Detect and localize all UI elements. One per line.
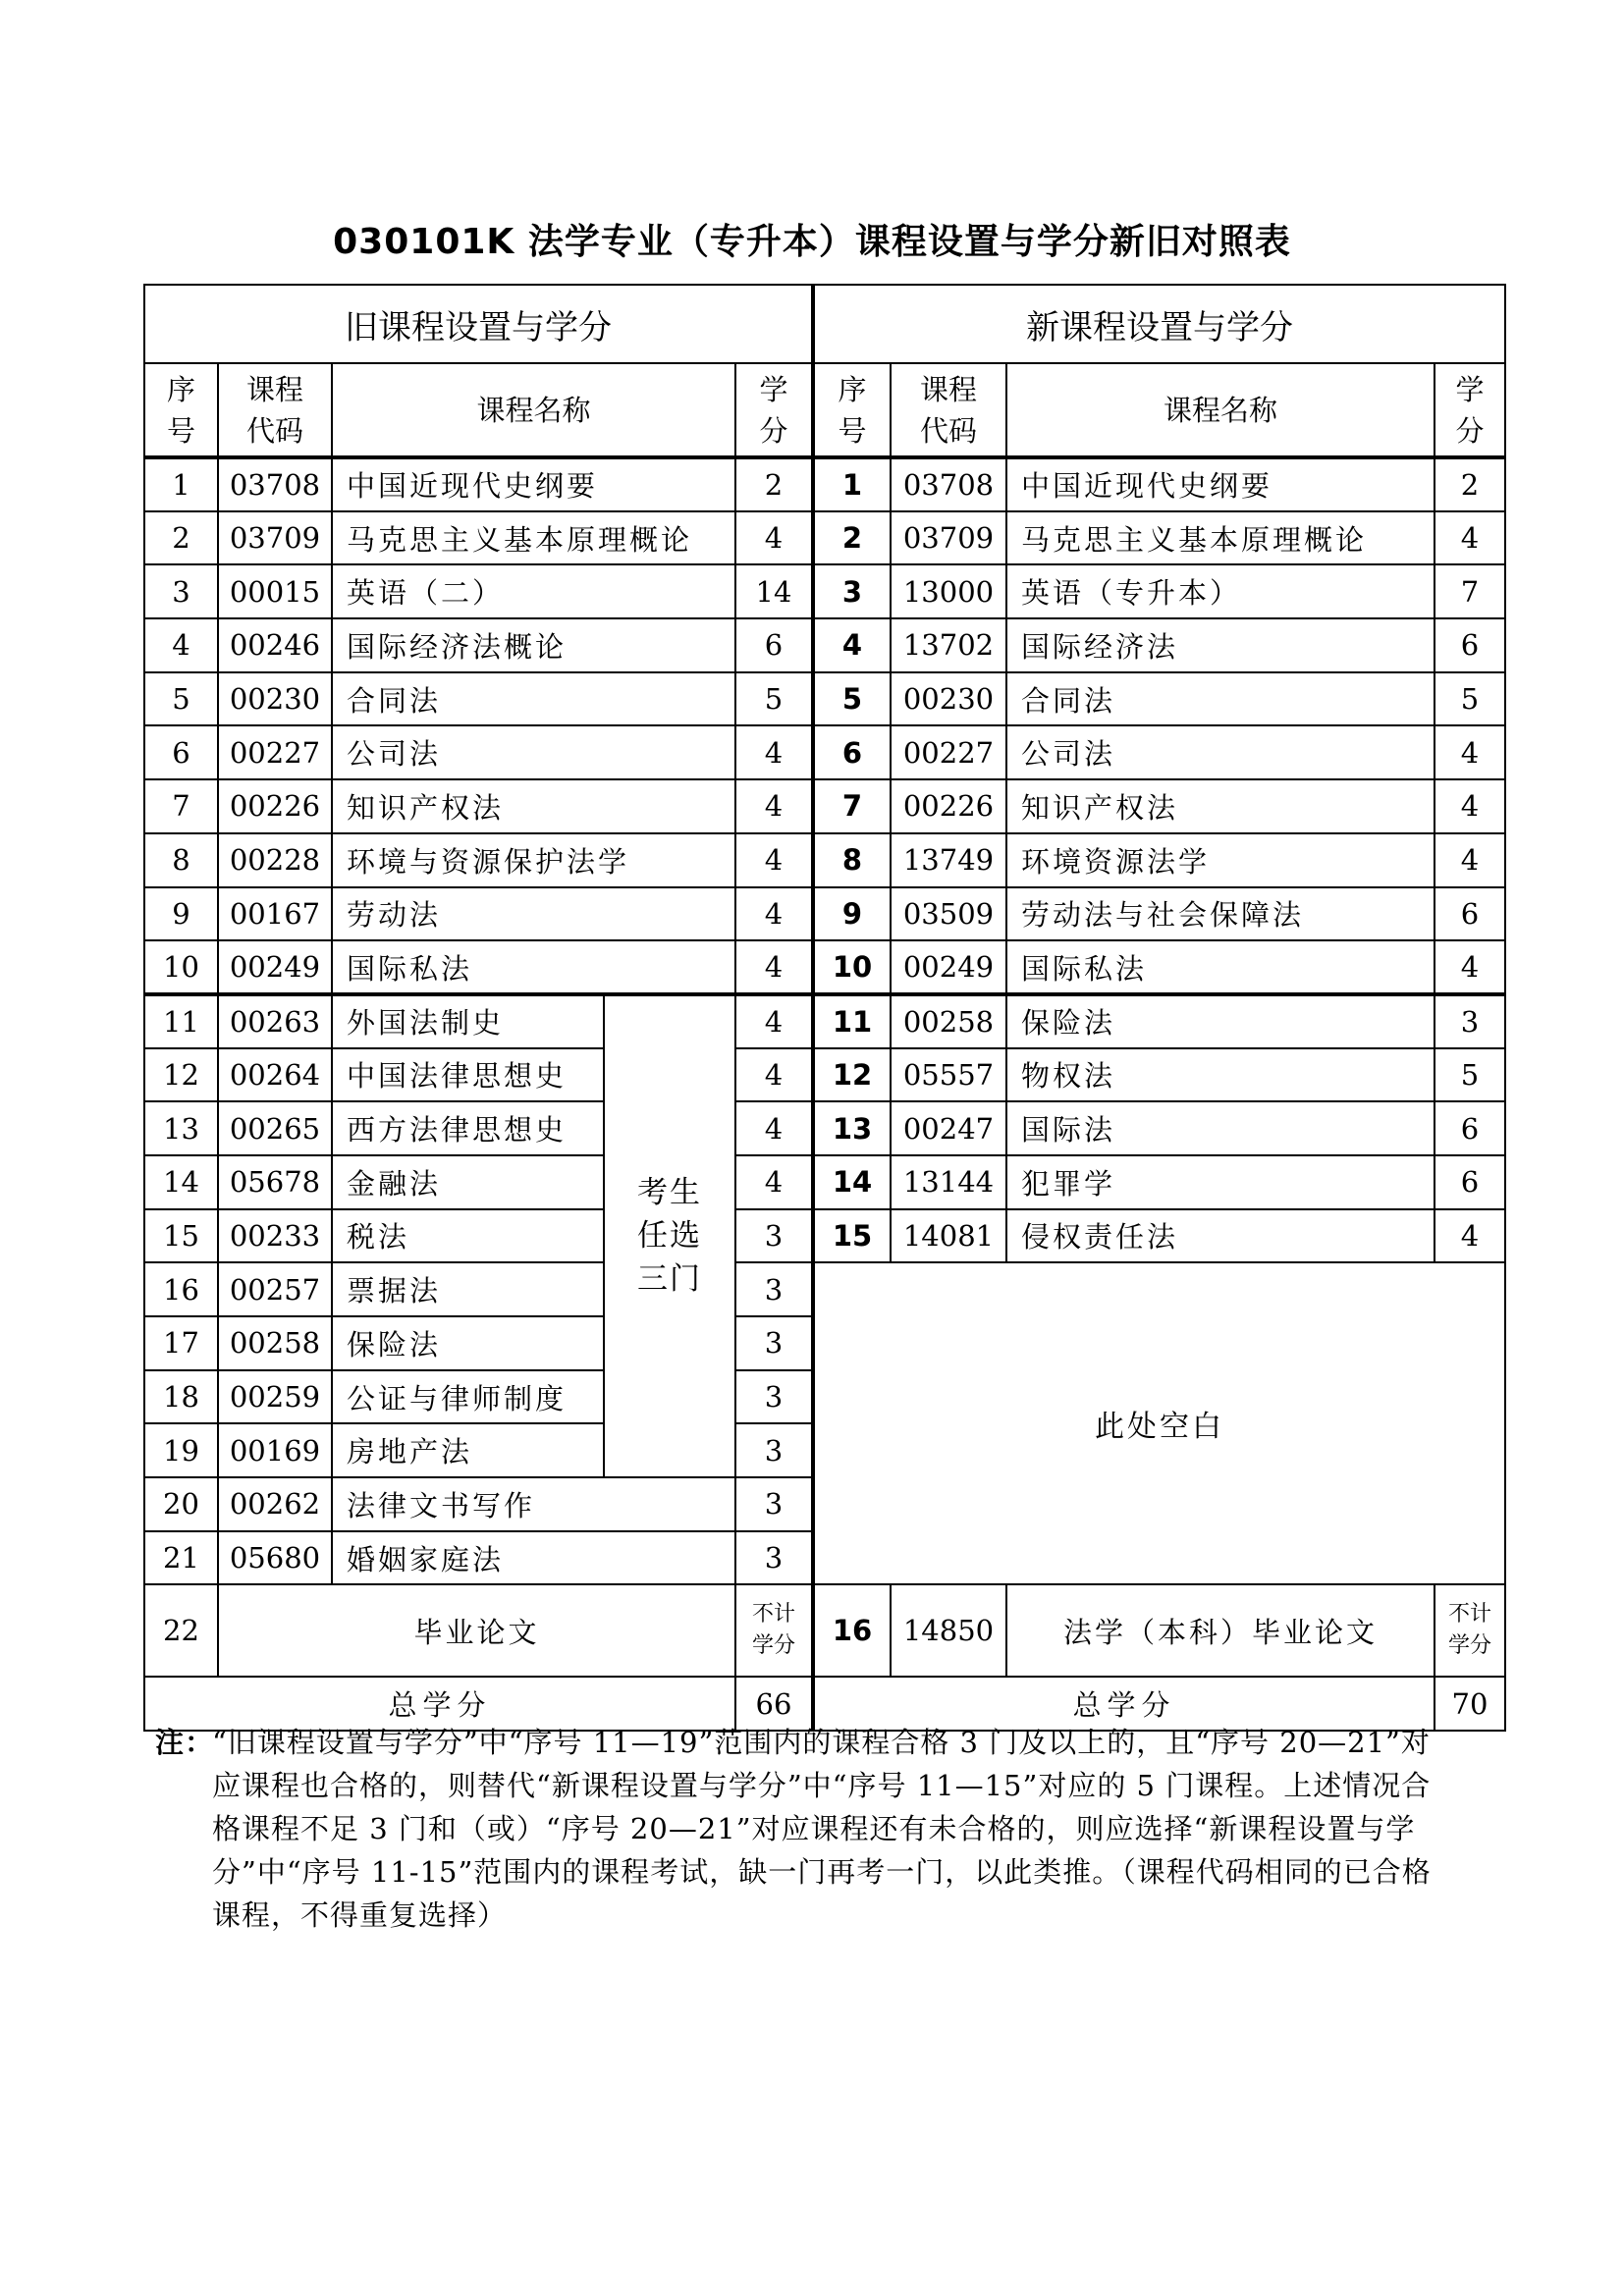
old-course-name: 马克思主义基本原理概论 [332, 511, 735, 565]
new-code: 05557 [891, 1048, 1006, 1102]
new-credit: 6 [1435, 1101, 1505, 1155]
new-credit: 5 [1435, 672, 1505, 726]
new-code: 00226 [891, 779, 1006, 833]
new-thesis-seq: 16 [813, 1584, 891, 1677]
table-row [144, 511, 1505, 565]
new-credit: 6 [1435, 1155, 1505, 1209]
header-credit-old: 学 分 [735, 363, 813, 457]
old-course-name: 劳动法 [332, 887, 735, 941]
new-section-title: 新课程设置与学分 [813, 285, 1505, 363]
new-credit: 5 [1435, 1048, 1505, 1102]
old-course-name: 票据法 [332, 1262, 604, 1316]
table-row [144, 1155, 1505, 1209]
header-name-new: 课程名称 [1006, 363, 1435, 457]
table-row [144, 994, 1505, 1048]
new-seq: 11 [813, 994, 891, 1048]
old-code: 00230 [218, 672, 332, 726]
new-code: 00230 [891, 672, 1006, 726]
old-credit: 3 [735, 1262, 813, 1316]
old-course-name: 保险法 [332, 1316, 604, 1370]
old-seq: 13 [144, 1101, 218, 1155]
table-row [144, 618, 1505, 672]
old-seq: 6 [144, 725, 218, 779]
new-seq: 3 [813, 564, 891, 618]
old-code: 05680 [218, 1531, 332, 1585]
old-code: 00015 [218, 564, 332, 618]
old-code: 00249 [218, 940, 332, 994]
new-course-name: 劳动法与社会保障法 [1006, 887, 1435, 941]
old-course-name: 国际私法 [332, 940, 735, 994]
old-credit: 4 [735, 725, 813, 779]
old-course-name: 外国法制史 [332, 994, 604, 1048]
old-credit: 3 [735, 1316, 813, 1370]
new-course-name: 保险法 [1006, 994, 1435, 1048]
old-course-name: 中国近现代史纲要 [332, 457, 735, 511]
new-credit: 2 [1435, 457, 1505, 511]
table-row [144, 887, 1505, 941]
table-row [144, 672, 1505, 726]
new-credit: 4 [1435, 511, 1505, 565]
old-seq: 14 [144, 1155, 218, 1209]
old-credit: 2 [735, 457, 813, 511]
old-course-name: 中国法律思想史 [332, 1048, 604, 1102]
old-seq: 19 [144, 1423, 218, 1477]
header-code-new: 课程 代码 [891, 363, 1006, 457]
new-course-name: 知识产权法 [1006, 779, 1435, 833]
new-seq: 5 [813, 672, 891, 726]
footnote-label: 注： [155, 1726, 215, 1759]
old-code: 00169 [218, 1423, 332, 1477]
old-course-name: 公证与律师制度 [332, 1370, 604, 1424]
new-seq: 15 [813, 1209, 891, 1263]
old-section-title: 旧课程设置与学分 [144, 285, 813, 363]
new-seq: 4 [813, 618, 891, 672]
new-code: 00249 [891, 940, 1006, 994]
new-seq: 14 [813, 1155, 891, 1209]
new-thesis-code: 14850 [891, 1584, 1006, 1677]
old-code: 00167 [218, 887, 332, 941]
new-course-name: 环境资源法学 [1006, 833, 1435, 887]
new-code: 13749 [891, 833, 1006, 887]
old-code: 00259 [218, 1370, 332, 1424]
new-code: 13702 [891, 618, 1006, 672]
new-course-name: 国际法 [1006, 1101, 1435, 1155]
old-seq: 8 [144, 833, 218, 887]
footnote [155, 1721, 1459, 1937]
new-seq: 7 [813, 779, 891, 833]
old-seq: 12 [144, 1048, 218, 1102]
old-course-name: 国际经济法概论 [332, 618, 735, 672]
old-credit: 6 [735, 618, 813, 672]
new-seq: 8 [813, 833, 891, 887]
table-row [144, 1101, 1505, 1155]
old-credit: 4 [735, 940, 813, 994]
new-seq: 10 [813, 940, 891, 994]
new-credit: 7 [1435, 564, 1505, 618]
old-credit: 4 [735, 833, 813, 887]
old-seq: 5 [144, 672, 218, 726]
header-seq-old: 序 号 [144, 363, 218, 457]
new-credit: 4 [1435, 725, 1505, 779]
old-seq: 21 [144, 1531, 218, 1585]
new-credit: 3 [1435, 994, 1505, 1048]
new-course-name: 公司法 [1006, 725, 1435, 779]
old-code: 00263 [218, 994, 332, 1048]
old-seq: 18 [144, 1370, 218, 1424]
new-course-name: 物权法 [1006, 1048, 1435, 1102]
old-seq: 10 [144, 940, 218, 994]
old-code: 00258 [218, 1316, 332, 1370]
new-thesis-name: 法学（本科）毕业论文 [1006, 1584, 1435, 1677]
new-course-name: 合同法 [1006, 672, 1435, 726]
new-course-name: 国际经济法 [1006, 618, 1435, 672]
table-row [144, 1262, 1505, 1316]
old-course-name: 金融法 [332, 1155, 604, 1209]
new-credit: 4 [1435, 833, 1505, 887]
new-total-label: 总学分 [813, 1677, 1435, 1731]
elective-note: 考生 任选 三门 [604, 994, 735, 1477]
old-credit: 4 [735, 779, 813, 833]
old-course-name: 公司法 [332, 725, 735, 779]
new-credit: 4 [1435, 1209, 1505, 1263]
thesis-row [144, 1584, 1505, 1677]
old-code: 00233 [218, 1209, 332, 1263]
table-row [144, 457, 1505, 511]
new-credit: 6 [1435, 887, 1505, 941]
old-credit: 3 [735, 1423, 813, 1477]
old-code: 00227 [218, 725, 332, 779]
new-seq: 13 [813, 1101, 891, 1155]
header-code-old: 课程 代码 [218, 363, 332, 457]
table-row [144, 940, 1505, 994]
old-credit: 4 [735, 1048, 813, 1102]
old-code: 00264 [218, 1048, 332, 1102]
old-course-name: 英语（二） [332, 564, 735, 618]
new-course-name: 中国近现代史纲要 [1006, 457, 1435, 511]
old-credit: 4 [735, 1101, 813, 1155]
new-thesis-credit: 不计 学分 [1435, 1584, 1505, 1677]
old-credit: 3 [735, 1477, 813, 1531]
old-seq: 20 [144, 1477, 218, 1531]
new-code: 03708 [891, 457, 1006, 511]
table-row [144, 833, 1505, 887]
old-course-name: 婚姻家庭法 [332, 1531, 735, 1585]
old-credit: 4 [735, 1155, 813, 1209]
old-code: 00265 [218, 1101, 332, 1155]
new-seq: 1 [813, 457, 891, 511]
old-thesis-seq: 22 [144, 1584, 218, 1677]
table-row [144, 1048, 1505, 1102]
old-seq: 1 [144, 457, 218, 511]
old-course-name: 合同法 [332, 672, 735, 726]
old-seq: 11 [144, 994, 218, 1048]
old-code: 00226 [218, 779, 332, 833]
old-credit: 5 [735, 672, 813, 726]
old-course-name: 西方法律思想史 [332, 1101, 604, 1155]
new-code: 03709 [891, 511, 1006, 565]
new-course-name: 犯罪学 [1006, 1155, 1435, 1209]
old-credit: 3 [735, 1209, 813, 1263]
new-code: 00247 [891, 1101, 1006, 1155]
new-seq: 2 [813, 511, 891, 565]
old-code: 00228 [218, 833, 332, 887]
old-code: 05678 [218, 1155, 332, 1209]
old-seq: 17 [144, 1316, 218, 1370]
new-code: 00227 [891, 725, 1006, 779]
old-seq: 3 [144, 564, 218, 618]
table-row [144, 564, 1505, 618]
header-seq-new: 序 号 [813, 363, 891, 457]
old-code: 00246 [218, 618, 332, 672]
new-credit: 4 [1435, 779, 1505, 833]
footnote-text: “旧课程设置与学分”中“序号 11—19”范围内的课程合格 3 门及以上的，且“序号 20—21”对应课程也合格的，则替代“新课程设置与学分”中“序号 11—15”对应的 5 门课程。上述情况合格课程不足 3 门和（或）“序号 20—21”对应课程还有未合格的，则应选择“新课程设置与学分”中“序号 11-15”范围内的课程考试，缺一门再考一门，以此类推。（课程代码相同的已合格课程，不得重复选择） [212, 1726, 1432, 1932]
old-code: 03708 [218, 457, 332, 511]
new-course-name: 英语（专升本） [1006, 564, 1435, 618]
new-seq: 9 [813, 887, 891, 941]
old-thesis-name: 毕业论文 [218, 1584, 735, 1677]
old-thesis-credit: 不计 学分 [735, 1584, 813, 1677]
old-seq: 2 [144, 511, 218, 565]
new-total-value: 70 [1435, 1677, 1505, 1731]
old-credit: 4 [735, 511, 813, 565]
header-credit-new: 学 分 [1435, 363, 1505, 457]
new-code: 00258 [891, 994, 1006, 1048]
old-total-value: 66 [735, 1677, 813, 1731]
new-code: 03509 [891, 887, 1006, 941]
old-credit: 4 [735, 994, 813, 1048]
new-code: 14081 [891, 1209, 1006, 1263]
old-course-name: 房地产法 [332, 1423, 604, 1477]
new-credit: 6 [1435, 618, 1505, 672]
old-seq: 7 [144, 779, 218, 833]
new-code: 13144 [891, 1155, 1006, 1209]
old-credit: 3 [735, 1531, 813, 1585]
new-credit: 4 [1435, 940, 1505, 994]
old-code: 03709 [218, 511, 332, 565]
old-course-name: 税法 [332, 1209, 604, 1263]
old-code: 00262 [218, 1477, 332, 1531]
table-row [144, 1209, 1505, 1263]
old-course-name: 知识产权法 [332, 779, 735, 833]
new-code: 13000 [891, 564, 1006, 618]
old-course-name: 环境与资源保护法学 [332, 833, 735, 887]
table-row [144, 725, 1505, 779]
blank-area: 此处空白 [813, 1262, 1505, 1584]
header-name-old: 课程名称 [332, 363, 735, 457]
old-total-label: 总学分 [144, 1677, 735, 1731]
new-seq: 6 [813, 725, 891, 779]
old-code: 00257 [218, 1262, 332, 1316]
old-seq: 16 [144, 1262, 218, 1316]
page-title: 030101K 法学专业（专升本）课程设置与学分新旧对照表 [333, 222, 1291, 262]
old-seq: 4 [144, 618, 218, 672]
old-credit: 14 [735, 564, 813, 618]
old-credit: 3 [735, 1370, 813, 1424]
old-seq: 15 [144, 1209, 218, 1263]
new-course-name: 马克思主义基本原理概论 [1006, 511, 1435, 565]
table-row [144, 779, 1505, 833]
old-course-name: 法律文书写作 [332, 1477, 735, 1531]
new-course-name: 侵权责任法 [1006, 1209, 1435, 1263]
new-seq: 12 [813, 1048, 891, 1102]
new-course-name: 国际私法 [1006, 940, 1435, 994]
old-credit: 4 [735, 887, 813, 941]
old-seq: 9 [144, 887, 218, 941]
course-comparison-table [143, 284, 1506, 1732]
